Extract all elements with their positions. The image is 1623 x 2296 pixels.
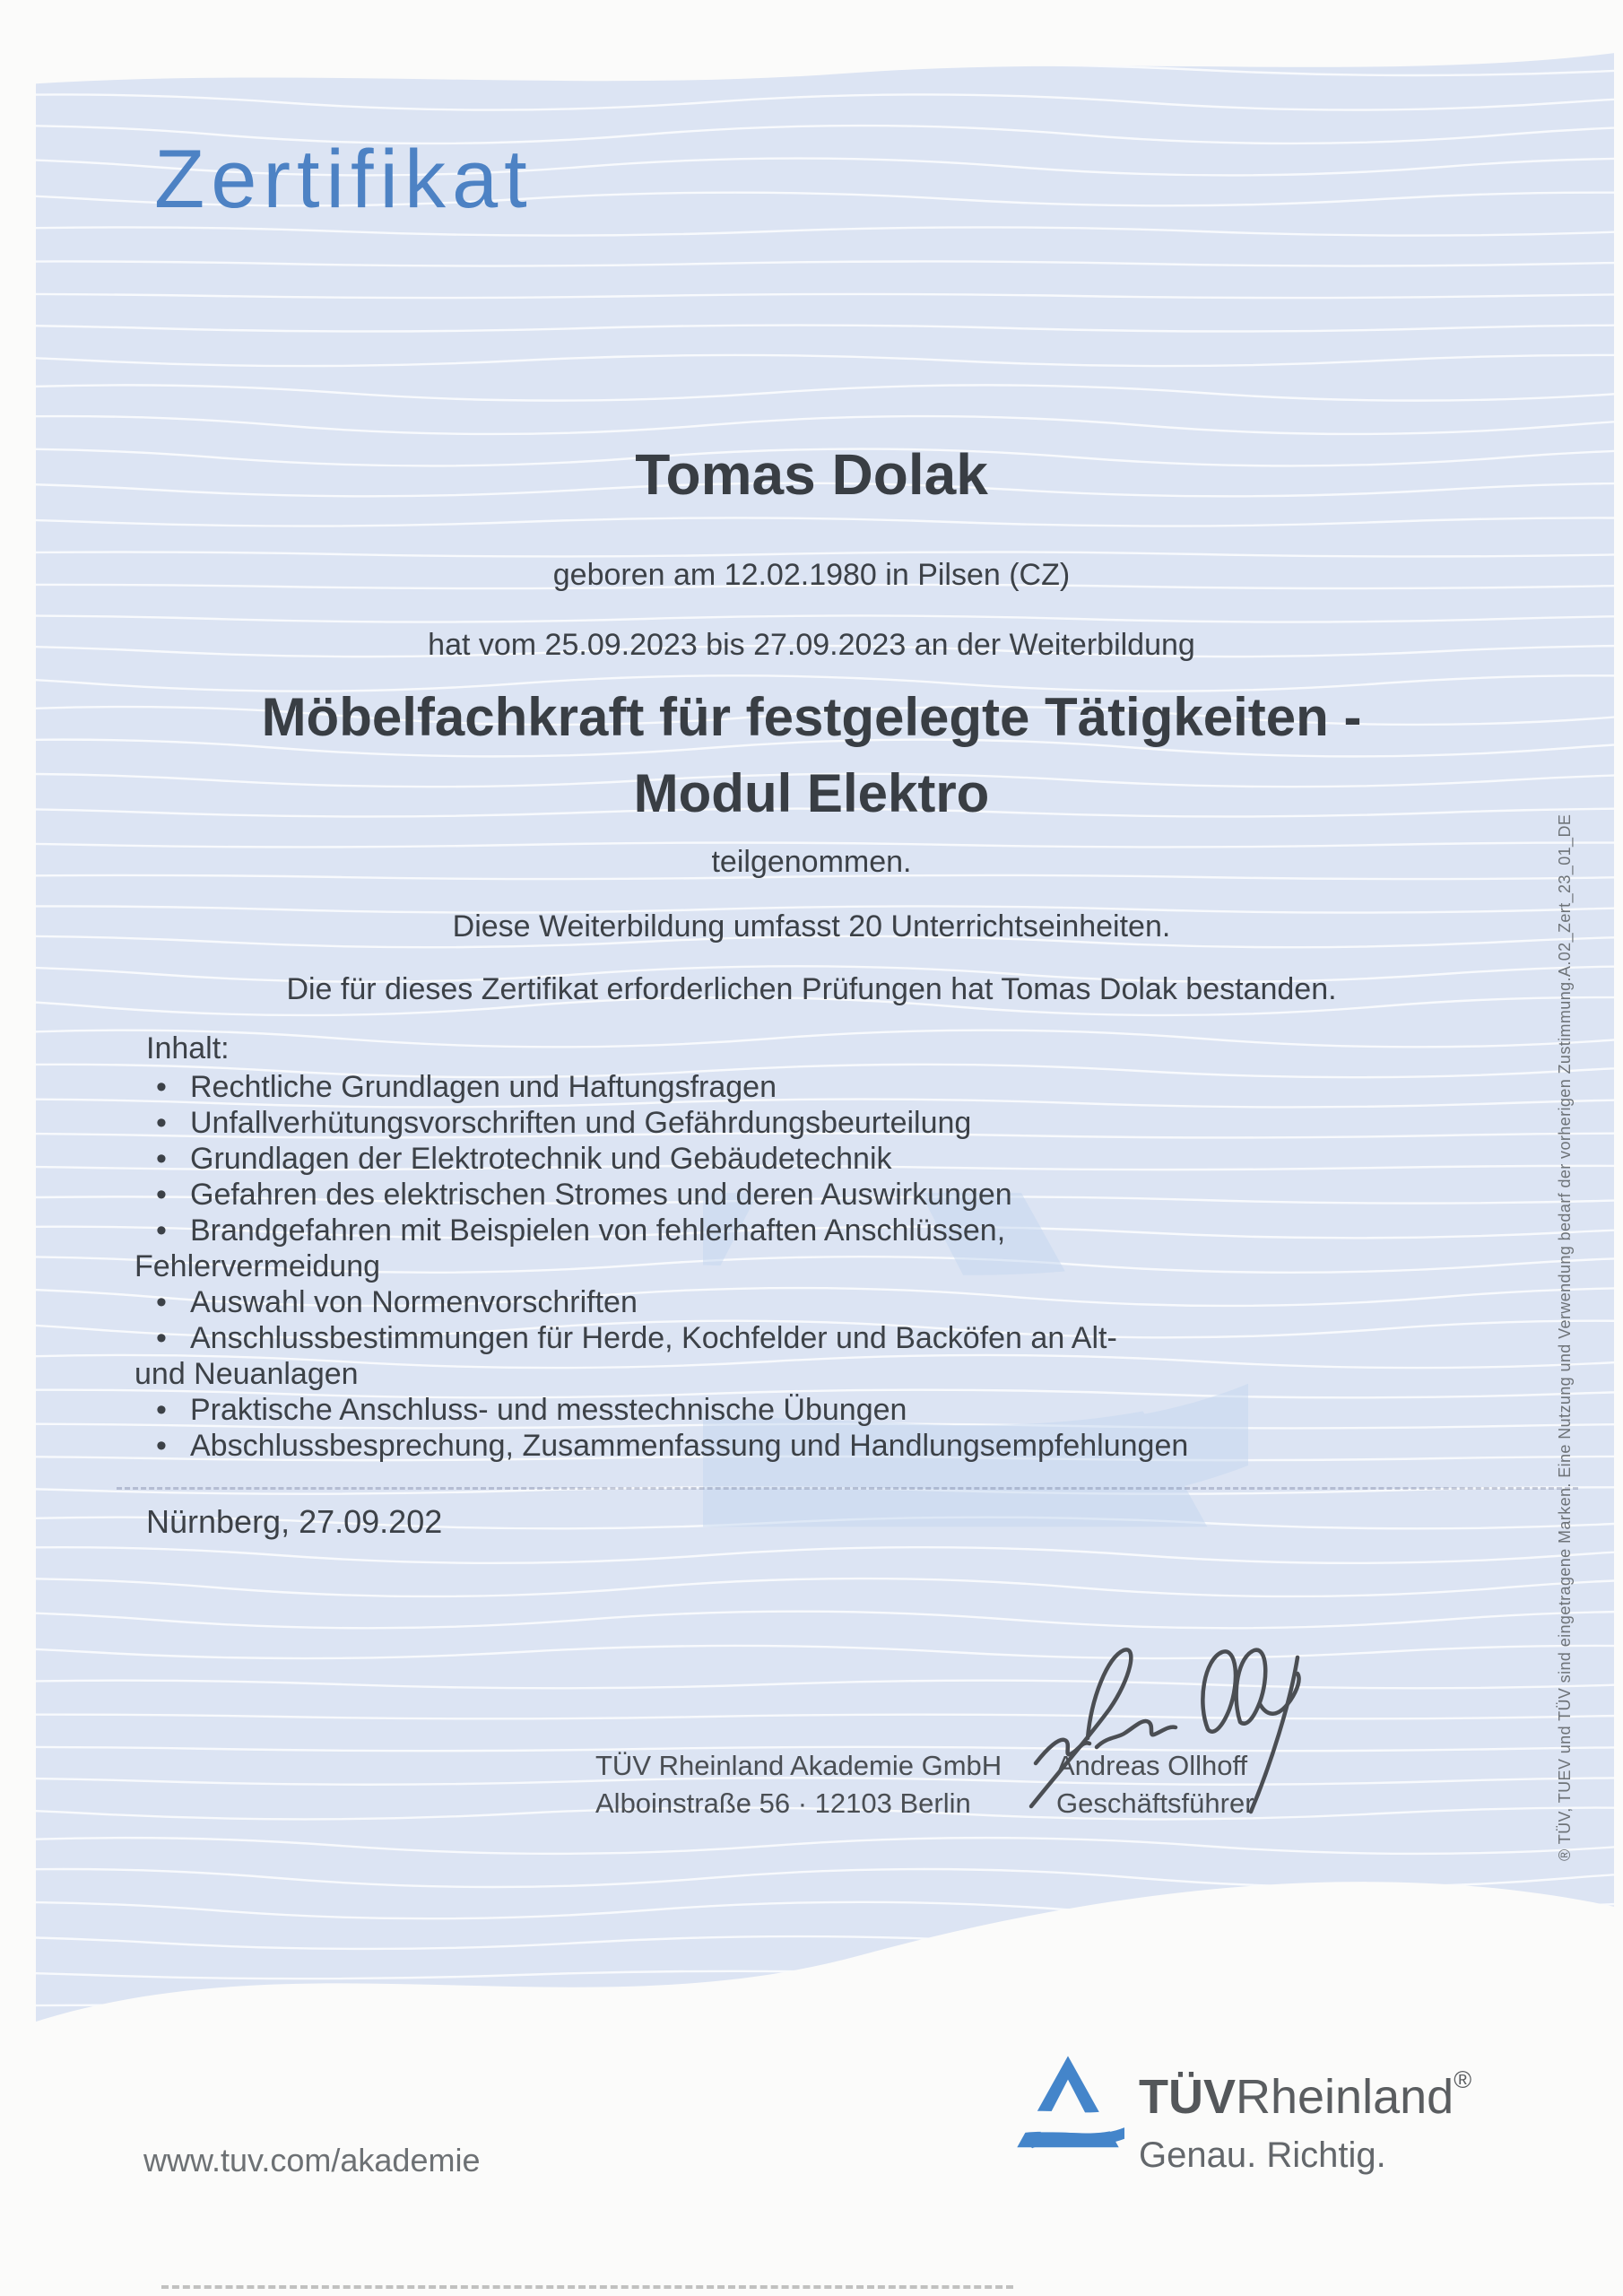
list-item: • Grundlagen der Elektrotechnik und Gebäudetechnik <box>156 1142 892 1176</box>
list-item: • Gefahren des elektrischen Stromes und deren Auswirkungen <box>156 1178 1012 1212</box>
logo-wordmark <box>1139 2054 1471 2123</box>
list-item: • Auswahl von Normenvorschriften <box>156 1285 638 1319</box>
list-item: • Brandgefahren mit Beispielen von fehlerhaften Anschlüssen, Fehlervermeidung <box>135 1213 1006 1283</box>
list-item: • Unfallverhütungsvorschriften und Gefährdungsbeurteilung <box>156 1106 972 1140</box>
bullet-icon: • <box>156 1393 167 1427</box>
trademark-text: ® TÜV, TUEV und TÜV sind eingetragene Marken. Eine Nutzung und Verwendung bedarf der vorherigen Zustimmung. <box>1555 977 1574 1861</box>
list-item: • Anschlussbestimmungen für Herde, Kochfelder und Backöfen an Alt- und Neuanlagen <box>135 1321 1117 1391</box>
scan-artifact-line <box>117 1487 1578 1490</box>
scan-artifact-bottom <box>161 2285 1013 2289</box>
issuer-org: TÜV Rheinland Akademie GmbH <box>595 1750 1002 1781</box>
course-title-line2: Modul Elektro <box>633 763 990 823</box>
issuer-address: Alboinstraße 56 · 12103 Berlin <box>595 1787 971 1819</box>
list-item: • Abschlussbesprechung, Zusammenfassung und Handlungsempfehlungen <box>156 1429 1189 1463</box>
content-heading: Inhalt: <box>146 1031 230 1065</box>
logo-rheinland-text: Rheinland <box>1236 2070 1454 2124</box>
recipient-name: Tomas Dolak <box>635 442 988 507</box>
document-title: Zertifikat <box>154 134 534 225</box>
bullet-icon: • <box>156 1142 167 1176</box>
bullet-icon: • <box>156 1213 167 1248</box>
logo-tuv-text: TÜV <box>1139 2070 1236 2124</box>
list-item: • Rechtliche Grundlagen und Haftungsfragen <box>156 1070 777 1104</box>
bullet-icon: • <box>156 1070 167 1104</box>
course-title-line1: Möbelfachkraft für festgelegte Tätigkeiten - <box>261 687 1362 747</box>
footer-url: www.tuv.com/akademie <box>143 2142 481 2179</box>
registered-mark-icon: ® <box>1454 2066 1472 2093</box>
bullet-icon: • <box>156 1178 167 1212</box>
exam-line: Die für dieses Zertifikat erforderlichen Prüfungen hat Tomas Dolak bestanden. <box>286 972 1337 1006</box>
side-trademark-note <box>1554 813 1575 1861</box>
bullet-icon: • <box>156 1321 167 1355</box>
bullet-icon: • <box>156 1106 167 1140</box>
bullet-icon: • <box>156 1429 167 1463</box>
tuv-rheinland-logo <box>1011 2054 1471 2176</box>
tuv-logo-triangle-icon <box>1011 2054 1124 2158</box>
signatory-title: Geschäftsführer <box>1056 1787 1254 1819</box>
birth-line: geboren am 12.02.1980 in Pilsen (CZ) <box>552 558 1071 592</box>
blue-band <box>36 45 1614 2045</box>
place-date: Nürnberg, 27.09.202 <box>146 1503 443 1540</box>
participation-line: teilgenommen. <box>711 845 912 879</box>
bullet-icon: • <box>156 1285 167 1319</box>
logo-tagline: Genau. Richtig. <box>1139 2135 1386 2175</box>
content-list <box>135 1069 1453 1464</box>
document-code: A.02_Zert_23_01_DE <box>1555 813 1574 978</box>
signatory-name: Andreas Ollhoff <box>1056 1750 1248 1781</box>
course-dates-line: hat vom 25.09.2023 bis 27.09.2023 an der Weiterbildung <box>428 628 1195 662</box>
scope-line: Diese Weiterbildung umfasst 20 Unterrichtseinheiten. <box>452 909 1171 944</box>
list-item: • Praktische Anschluss- und messtechnische Übungen <box>156 1393 907 1427</box>
